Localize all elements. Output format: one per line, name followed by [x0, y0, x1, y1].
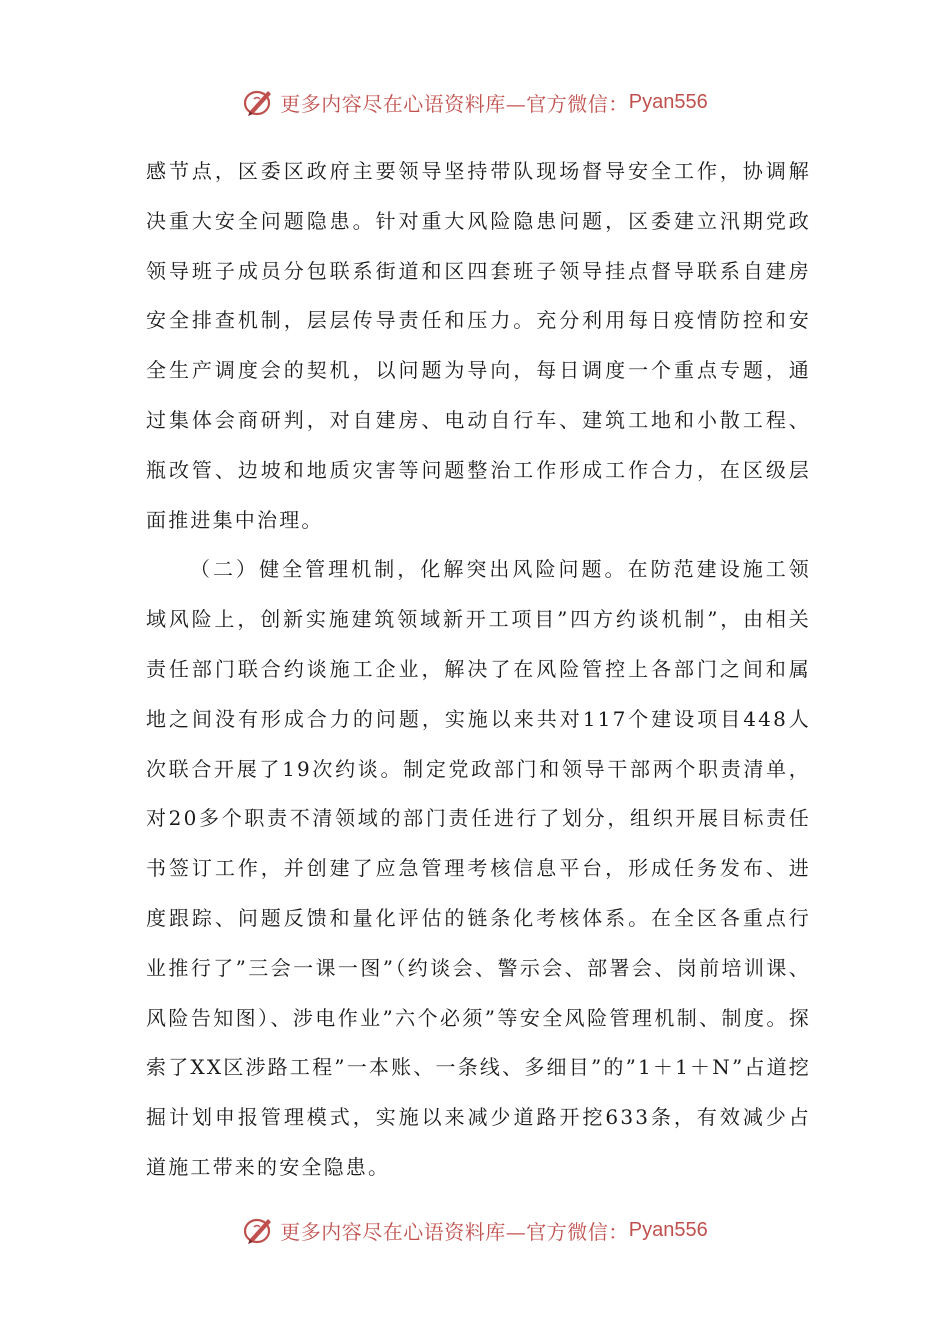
pen-logo-icon	[242, 1213, 276, 1247]
banner-text: 更多内容尽在心语资料库—官方微信：	[280, 1219, 629, 1244]
pen-logo-icon	[242, 85, 276, 119]
banner-text: 更多内容尽在心语资料库—官方微信：	[280, 91, 629, 116]
paragraph-2: （二）健全管理机制，化解突出风险问题。在防范建设施工领域风险上，创新实施建筑领域新开工项目”四方约谈机制”，由相关责任部门联合约谈施工企业，解决了在风险管控上各部门之间和属地之间没有形成合力的问题，实施以来共对117个建设项目448人次联合开展了19次约谈。制定党政部门和领导干部两个职责清单，对20多个职责不清领域的部门责任进行了划分，组织开展目标责任书签订工作，并创建了应急管理考核信息平台，形成任务发布、进度跟踪、问题反馈和量化评估的链条化考核体系。在全区各重点行业推行了”三会一课一图”（约谈会、警示会、部署会、岗前培训课、风险告知图）、涉电作业”六个必须”等安全风险管理机制、制度。探索了XX区涉路工程”一本账、一条线、多细目”的”1＋1＋N”占道挖掘计划申报管理模式，实施以来减少道路开挖633条，有效减少占道施工带来的安全隐患。	[146, 557, 811, 1179]
paragraph-1: 感节点，区委区政府主要领导坚持带队现场督导安全工作，协调解决重大安全问题隐患。针对重大风险隐患问题，区委建立汛期党政领导班子成员分包联系街道和区四套班子领导挂点督导联系自建房安全排查机制，层层传导责任和压力。充分利用每日疫情防控和安全生产调度会的契机，以问题为导向，每日调度一个重点专题，通过集体会商研判，对自建房、电动自行车、建筑工地和小散工程、瓶改管、边坡和地质灾害等问题整治工作形成工作合力，在区级层面推进集中治理。	[146, 159, 811, 532]
footer-banner	[0, 1210, 950, 1250]
header-banner	[0, 82, 950, 122]
wechat-id: Pyan556	[628, 1218, 708, 1241]
wechat-id: Pyan556	[628, 90, 708, 113]
document-body	[146, 147, 811, 1193]
